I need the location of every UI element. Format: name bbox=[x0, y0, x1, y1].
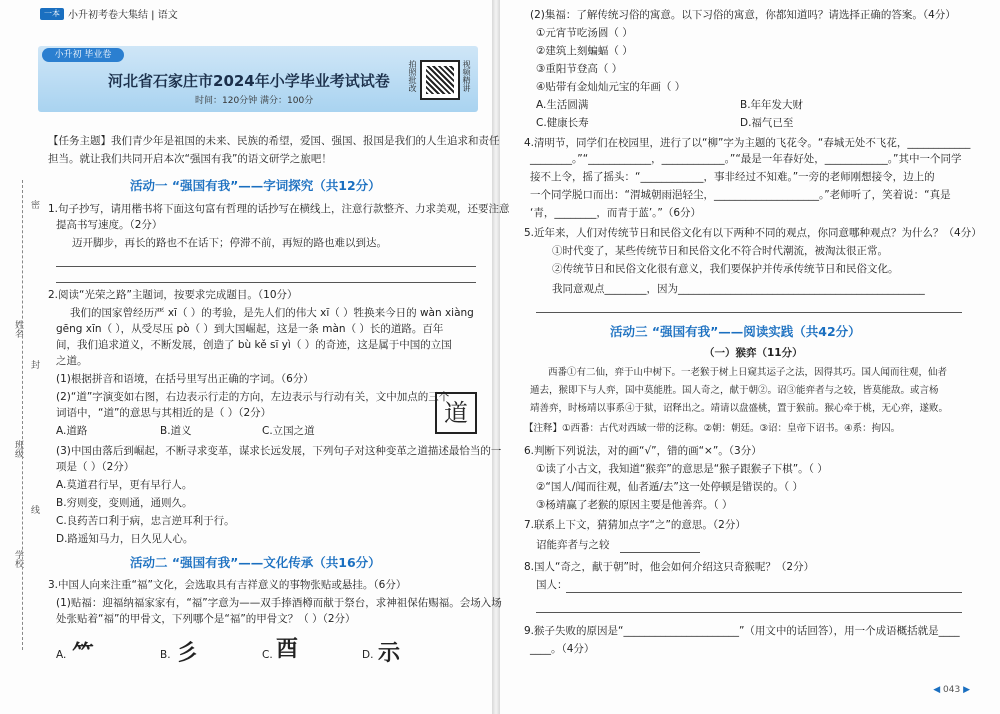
passage-notes: 【注释】①西番：古代对西域一带的泛称。②朝：朝廷。③诏：皇帝下诏书。④系：拘囚。 bbox=[524, 423, 901, 434]
q2-option-b[interactable]: B.道义 bbox=[160, 425, 192, 437]
page-number-value: 043 bbox=[943, 685, 961, 695]
custom-4[interactable]: ④贴带有金灿灿元宝的年画（ ） bbox=[536, 81, 686, 93]
q8-answer-line-1[interactable] bbox=[566, 592, 962, 593]
q2-sub3: (3)中国由落后到崛起，不断寻求变革，谋求长远发展，下列句子对这种变革之道描述最恰当的一 bbox=[56, 445, 502, 457]
passage-line-3: 靖善弈，时杨靖以事系④于狱，诏释出之。靖请以盘盛桃，置于猴前。猴心牵于桃，无心弈，遂败。 bbox=[530, 403, 949, 414]
q2-choice-d[interactable]: D.路遥知马力，日久见人心。 bbox=[56, 533, 194, 545]
page-number bbox=[933, 685, 970, 695]
q6-prompt: 6.判断下列说法，对的画“√”，错的画“×”。（3分） bbox=[524, 445, 762, 457]
q2-prompt: 2.阅读“光荣之路”主题词，按要求完成题目。（10分） bbox=[48, 289, 298, 301]
q8-label: 国人： bbox=[536, 579, 568, 591]
q4-line-5: ‘青，________，而青于蓝’。”（6分） bbox=[530, 207, 702, 219]
q2-text-2: gēng xīn（ ），从受尽压 pò（ ）到大国崛起，这是一条 màn（ ）长的道路。百年 bbox=[56, 323, 444, 335]
cut-mark-1: 密 bbox=[29, 200, 39, 209]
custom-1[interactable]: ①元宵节吃汤圆（ ） bbox=[536, 27, 633, 39]
side-name-label: 姓名 bbox=[13, 320, 23, 338]
task-theme-2: 担当。就让我们共同开启本次“强国有我”的语文研学之旅吧！ bbox=[48, 153, 332, 165]
q3-prompt: 3.中国人向来注重“福”文化，会选取具有吉祥意义的事物张贴或悬挂。（6分） bbox=[48, 579, 407, 591]
series-name: 小升初考卷大集结 bbox=[68, 10, 148, 21]
q3-sub1b: 处张贴着“福”的甲骨文，下列哪个是“福”的甲骨文？（ ）（2分） bbox=[56, 613, 356, 625]
q1-write-line-1[interactable] bbox=[56, 266, 476, 267]
q7-answer-line[interactable] bbox=[620, 552, 700, 553]
q4-line-2: ________。”“____________，____________。”“最是一年春好处，____________。”其中一个同学 bbox=[530, 153, 962, 165]
q6-item-2[interactable]: ②“国人/闻而往观，仙者遁/去”这一处停顿是错误的。（ ） bbox=[536, 481, 803, 493]
qr-label-right: 视频精讲 bbox=[462, 60, 471, 92]
q2-choice-a[interactable]: A.莫道君行早，更有早行人。 bbox=[56, 479, 193, 491]
glyph-option-b-label[interactable]: B. bbox=[160, 649, 171, 661]
qr-label-left: 拍照批改 bbox=[408, 60, 417, 92]
q4-line-3: 接不上令，摇了摇头：“____________，事非经过不知难。”一旁的老师刚想接令，边上的 bbox=[530, 171, 935, 183]
q5-write-line[interactable] bbox=[536, 312, 962, 313]
custom-2[interactable]: ②建筑上刻蝙蝠（ ） bbox=[536, 45, 633, 57]
q2-text-4: 之道。 bbox=[56, 355, 88, 367]
q1-prompt: 1.句子抄写，请用楷书将下面这句富有哲理的话抄写在横线上，注意行款整齐、力求美观，还要注意 bbox=[48, 203, 510, 215]
meaning-b: B.年年发大财 bbox=[740, 99, 804, 111]
q4-line-4: 一个同学脱口而出：“渭城朝雨浥轻尘，____________________。”老师听了，笑着说：“真是 bbox=[530, 189, 951, 201]
q6-item-3[interactable]: ③杨靖赢了老猴的原因主要是他善弈。（ ） bbox=[536, 499, 733, 511]
q3-sub1: (1)贴福：迎福纳福家家有，“福”字意为——双手捧酒樽而献于祭台，求神祖保佑赐福。会场入场 bbox=[56, 597, 502, 609]
meaning-a: A.生活圆满 bbox=[536, 99, 589, 111]
glyph-option-d-label[interactable]: D. bbox=[362, 649, 374, 661]
binding-line bbox=[22, 180, 23, 650]
oracle-glyph-b-icon: 彡 bbox=[176, 640, 199, 666]
q8-answer-line-2[interactable] bbox=[536, 612, 962, 613]
activity-3-heading: 活动三 “强国有我”——阅读实践（共42分） bbox=[610, 324, 861, 339]
exam-meta: 时间：120分钟 满分：100分 bbox=[195, 96, 314, 106]
q7-phrase: 诏能弈者与之较 bbox=[536, 539, 610, 551]
oracle-glyph-c-icon: 酉 bbox=[276, 636, 299, 662]
oracle-glyph-a-icon: ⺮ bbox=[72, 640, 95, 666]
activity-1-heading: 活动一 “强国有我”——字词探究（共12分） bbox=[130, 178, 381, 193]
task-theme: 【任务主题】我们青少年是祖国的未来、民族的希望，爱国、强国、报国是我们的人生追求和责任 bbox=[48, 135, 500, 147]
side-school-label: 学校 bbox=[13, 550, 23, 568]
q2-text-3: 间，我们追求道义，不断发展，创造了 bù kě sī yì（ ）的奇迹，这是属于中国的立国 bbox=[56, 339, 452, 351]
q3-sub2: (2)集福：了解传统习俗的寓意。以下习俗的寓意，你都知道吗？请选择正确的答案。（4分） bbox=[530, 9, 956, 21]
q2-sub2b: 词语中，“道”的意思与其相近的是（ ）（2分） bbox=[56, 407, 272, 419]
subject-name: 语文 bbox=[157, 10, 178, 21]
q5-prompt: 5.近年来，人们对传统节日和民俗文化有以下两种不同的观点，你同意哪种观点？为什么？（4分） bbox=[524, 227, 982, 239]
q2-sub3b: 项是（ ）（2分） bbox=[56, 461, 135, 473]
glyph-option-a-label[interactable]: A. bbox=[56, 649, 67, 661]
graduation-badge: 小升初 毕业卷 bbox=[42, 48, 124, 62]
q4-prompt: 4.清明节，同学们在校园里，进行了以“柳”字为主题的飞花令。“春城无处不飞花，____________ bbox=[524, 137, 971, 149]
q2-option-c[interactable]: C.立国之道 bbox=[262, 425, 315, 437]
q2-option-a[interactable]: A.道路 bbox=[56, 425, 88, 437]
custom-3[interactable]: ③重阳节登高（ ） bbox=[536, 63, 623, 75]
glyph-option-c-label[interactable]: C. bbox=[262, 649, 273, 661]
q2-sub1: (1)根据拼音和语境，在括号里写出正确的字词。（6分） bbox=[56, 373, 314, 385]
q2-choice-b[interactable]: B.穷则变，变则通，通则久。 bbox=[56, 497, 193, 509]
publisher-logo: 一本 bbox=[40, 8, 64, 20]
qr-code-icon[interactable] bbox=[420, 60, 460, 100]
oracle-glyph-d-icon: 示 bbox=[378, 640, 401, 666]
q5-view-2: ②传统节日和民俗文化很有意义，我们要保护并传承传统节日和民俗文化。 bbox=[552, 263, 899, 275]
q2-sub2: (2)“道”字演变如右图，右边表示行走的方向，左边表示与行动有关，文中加点的三个 bbox=[56, 391, 450, 403]
reading-title: （一）猴弈（11分） bbox=[704, 347, 803, 359]
dao-character-glyph: 道 bbox=[435, 392, 477, 434]
q9-prompt-2: ____。（4分） bbox=[530, 643, 595, 655]
exam-title: 河北省石家庄市2024年小学毕业考试试卷 bbox=[108, 72, 390, 90]
q8-prompt: 8.国人“奇之，献于朝”时，他会如何介绍这只奇猴呢？（2分） bbox=[524, 561, 815, 573]
prev-page-icon[interactable]: ◀ bbox=[933, 685, 941, 695]
cut-mark-3: 线 bbox=[29, 505, 39, 514]
meaning-d: D.福气已至 bbox=[740, 117, 794, 129]
q7-prompt: 7.联系上下文，猜猜加点字“之”的意思。（2分） bbox=[524, 519, 746, 531]
passage-line-1: 西番①有二仙，弈于山中树下。一老猴于树上日窥其运子之法，因得其巧。国人闻而往观，仙者 bbox=[548, 367, 948, 378]
q1-write-line-2[interactable] bbox=[56, 282, 476, 283]
activity-2-heading: 活动二 “强国有我”——文化传承（共16分） bbox=[130, 555, 381, 570]
q9-prompt: 9.猴子失败的原因是“______________________”（用文中的话回答），用一个成语概括就是____ bbox=[524, 625, 960, 637]
q5-answer[interactable]: 我同意观点________，因为_______________________________________________ bbox=[552, 283, 925, 295]
q1-sentence: 迈开脚步，再长的路也不在话下；停滞不前，再短的路也难以到达。 bbox=[72, 237, 387, 249]
q6-item-1[interactable]: ①读了小古文，我知道“猴弈”的意思是“猴子跟猴子下棋”。（ ） bbox=[536, 463, 828, 475]
meaning-c: C.健康长寿 bbox=[536, 117, 589, 129]
q2-text-1: 我们的国家曾经历严 xī（ ）的考验，是先人们的伟大 xī（ ）牲换来今日的 wàn xiàng bbox=[70, 307, 474, 319]
series-title: 小升初考卷大集结 | 语文 bbox=[68, 10, 178, 21]
side-class-label: 班级 bbox=[13, 440, 23, 458]
q1-prompt-2: 提高书写速度。（2分） bbox=[56, 219, 163, 231]
q5-view-1: ①时代变了，某些传统节日和民俗文化不符合时代潮流，被淘汰很正常。 bbox=[552, 245, 888, 257]
q2-choice-c[interactable]: C.良药苦口利于病，忠言逆耳利于行。 bbox=[56, 515, 235, 527]
next-page-icon[interactable]: ▶ bbox=[963, 685, 970, 695]
passage-line-2: 遁去，猴即下与人弈，国中莫能胜。国人奇之，献于朝②。诏③能弈者与之较，皆莫能敌。或言杨 bbox=[530, 385, 939, 396]
cut-mark-2: 封 bbox=[29, 360, 39, 369]
